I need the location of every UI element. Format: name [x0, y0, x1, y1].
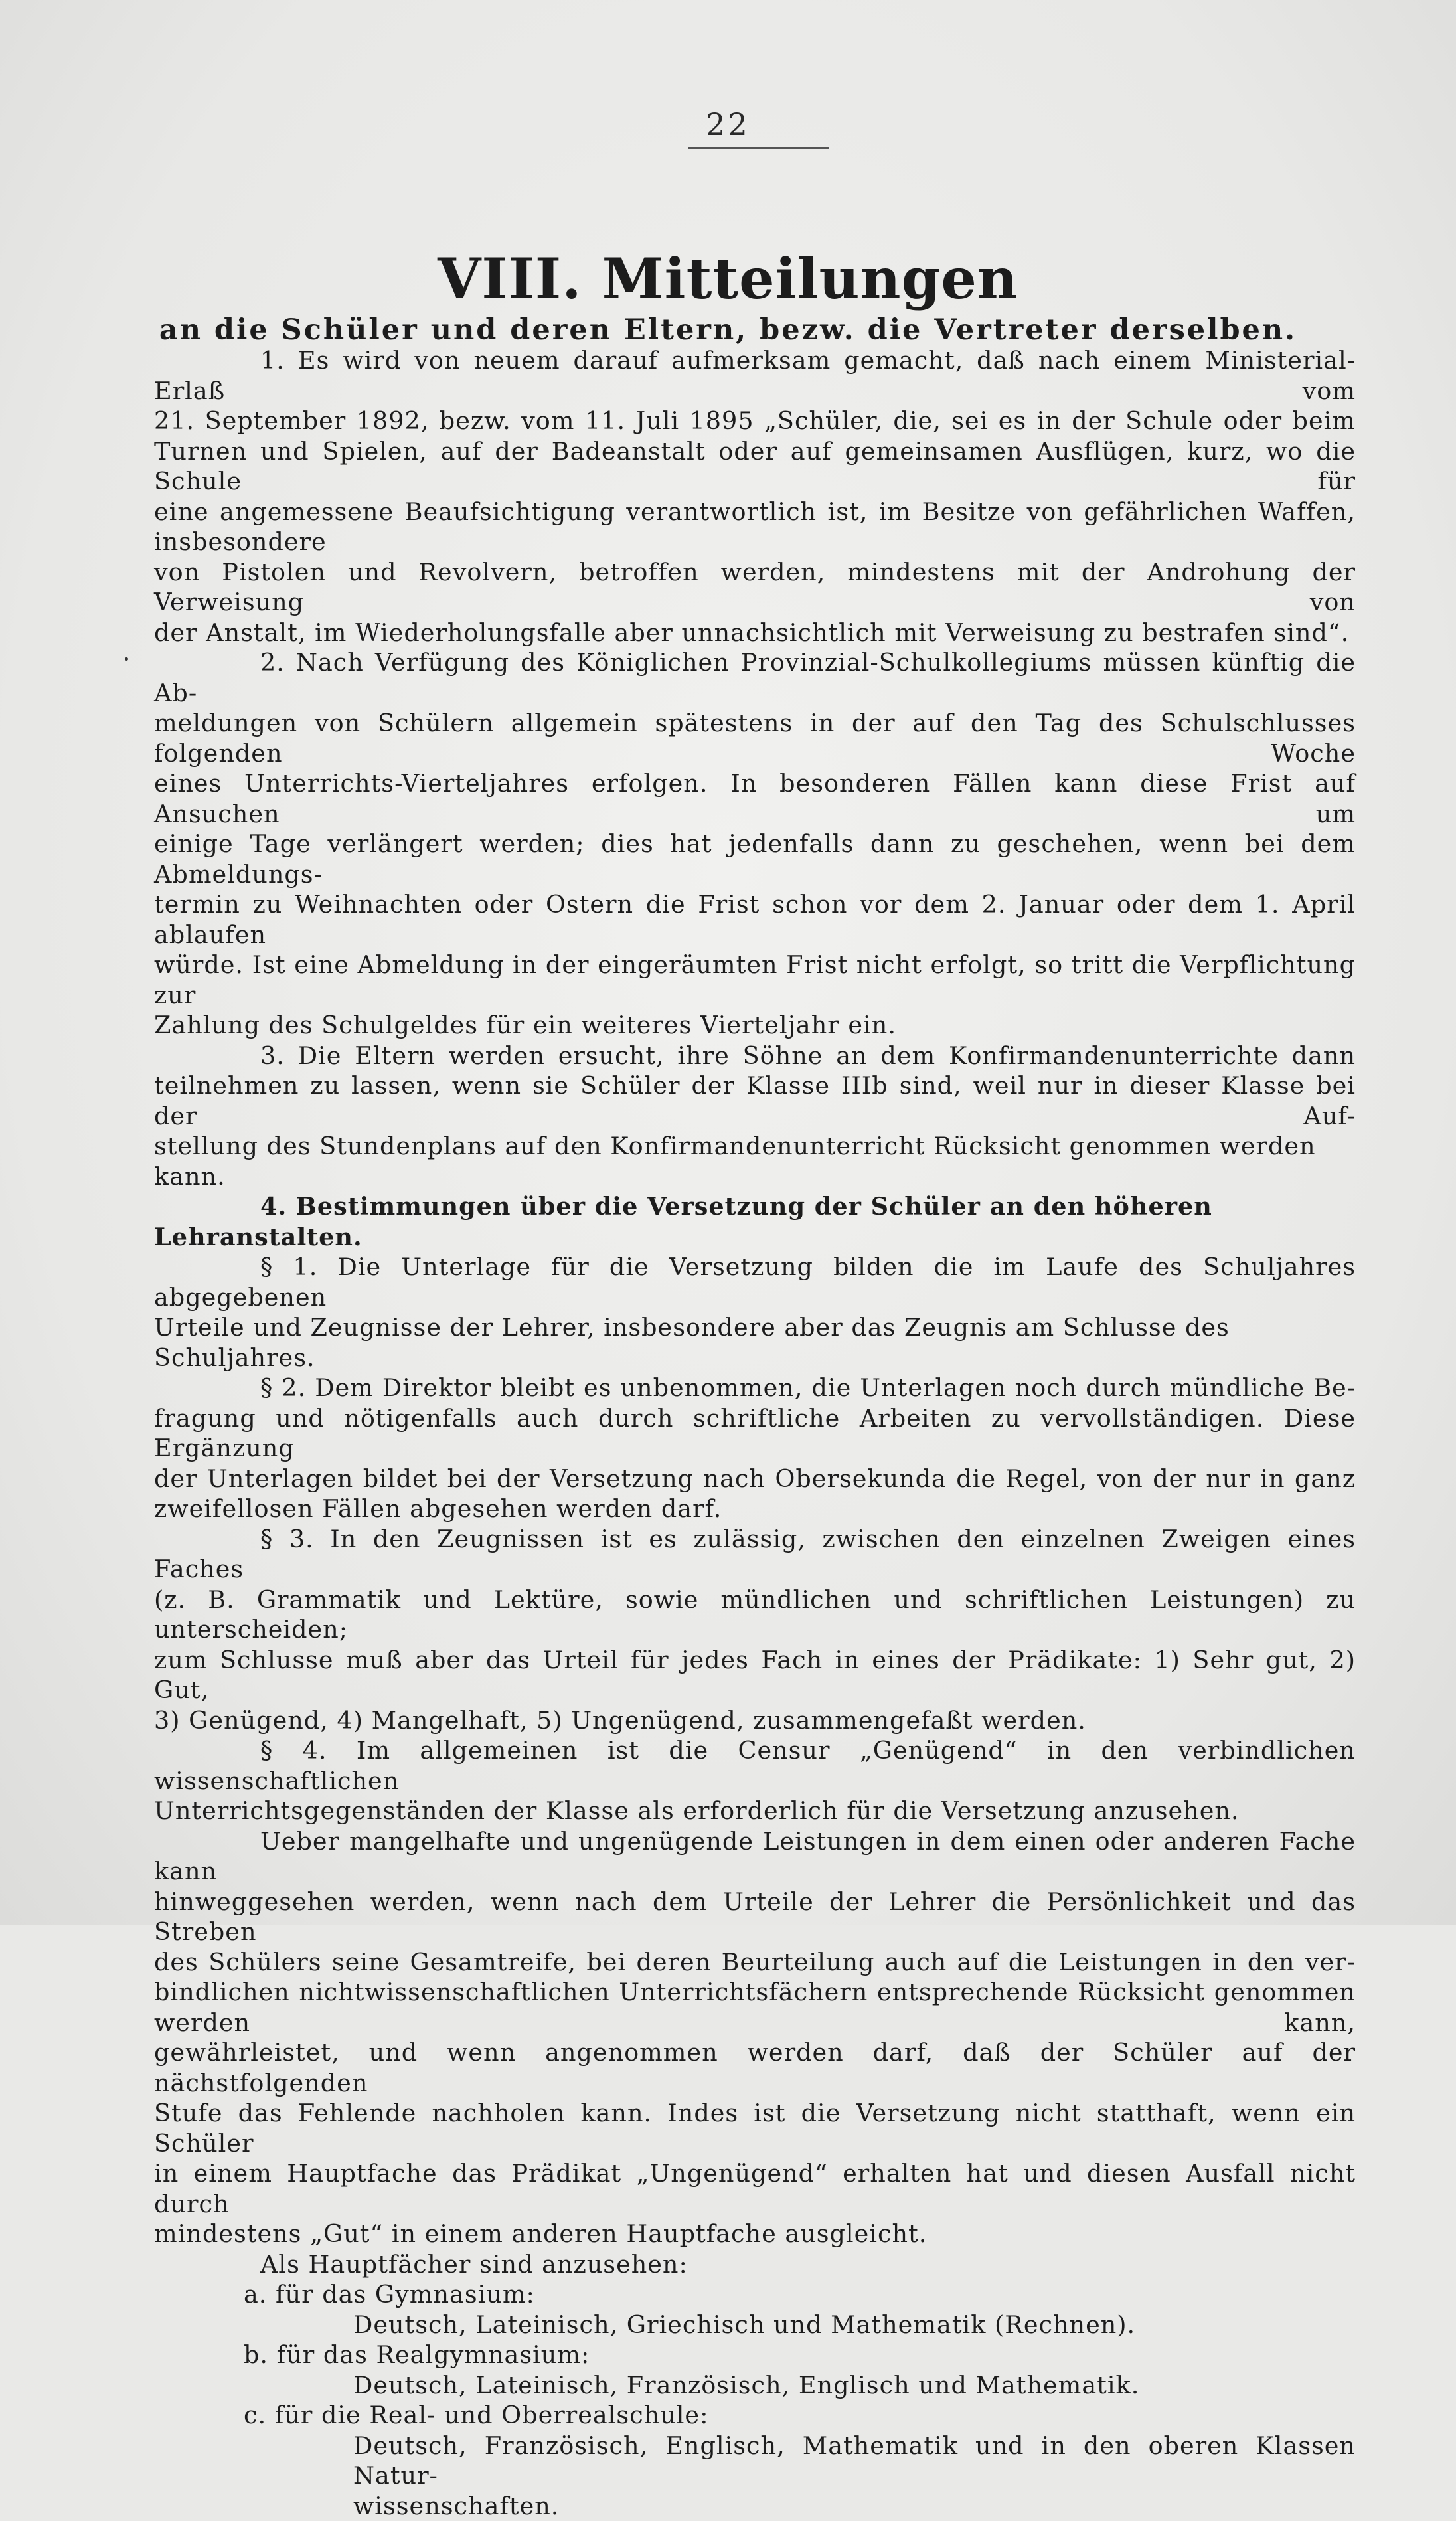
text-line: wissenschaften.: [353, 2491, 1356, 2521]
text-line: hinweggesehen werden, wenn nach dem Urteile der Lehrer die Persönlichkeit und das Streben: [154, 1887, 1356, 1947]
list-item-content: [154, 2310, 1356, 2340]
text-line: fragung und nötigenfalls auch durch schriftliche Arbeiten zu vervollständigen. Diese Ergänzung: [154, 1403, 1356, 1464]
list-item-content: [154, 2431, 1356, 2521]
text-line: mindestens „Gut“ in einem anderen Hauptfache ausgleicht.: [154, 2219, 1356, 2249]
margin-mark: [125, 657, 128, 661]
list-item-label: c. für die Real- und Oberrealschule:: [154, 2400, 1356, 2431]
text-line: Deutsch, Französisch, Englisch, Mathematik und in den oberen Klassen Natur-: [353, 2431, 1356, 2491]
text-line: 21. September 1892, bezw. vom 11. Juli 1895 „Schüler, die, sei es in der Schule oder beim: [154, 406, 1356, 436]
section-heading: VIII. Mitteilungen: [0, 246, 1456, 311]
text-line: Turnen und Spielen, auf der Badeanstalt oder auf gemeinsamen Ausflügen, kurz, wo die Schule für: [154, 436, 1356, 497]
subsection-title: 4. Bestimmungen über die Versetzung der Schüler an den höheren Lehranstalten.: [154, 1191, 1356, 1252]
text-line: teilnehmen zu lassen, wenn sie Schüler der Klasse IIIb sind, weil nur in dieser Klasse bei der Auf-: [154, 1071, 1356, 1131]
page-number: 22: [0, 106, 1456, 142]
text-line: der Anstalt, im Wiederholungsfalle aber unnachsichtlich mit Verweisung zu bestrafen sind“.: [154, 618, 1356, 648]
paragraph: [154, 1735, 1356, 1826]
text-line: Als Hauptfächer sind anzusehen:: [154, 2249, 1356, 2280]
paragraph: [154, 648, 1356, 1041]
text-line: der Unterlagen bildet bei der Versetzung nach Obersekunda die Regel, von der nur in ganz: [154, 1464, 1356, 1494]
text-line: § 1. Die Unterlage für die Versetzung bilden die im Laufe des Schuljahres abgegebenen: [154, 1252, 1356, 1312]
text-line: bindlichen nichtwissenschaftlichen Unterrichtsfächern entsprechende Rücksicht genommen werden kann,: [154, 1977, 1356, 2038]
text-line: zum Schlusse muß aber das Urteil für jedes Fach in eines der Prädikate: 1) Sehr gut, 2) Gut,: [154, 1645, 1356, 1705]
text-line: würde. Ist eine Abmeldung in der eingeräumten Frist nicht erfolgt, so tritt die Verpflichtung zur: [154, 950, 1356, 1010]
text-line: Zahlung des Schulgeldes für ein weiteres Vierteljahr ein.: [154, 1010, 1356, 1041]
text-line: einige Tage verlängert werden; dies hat jedenfalls dann zu geschehen, wenn bei dem Abmeldungs-: [154, 829, 1356, 889]
text-line: 3. Die Eltern werden ersucht, ihre Söhne an dem Konfirmandenunterrichte dann: [154, 1041, 1356, 1071]
text-line: Deutsch, Lateinisch, Französisch, Englisch und Mathematik.: [353, 2370, 1356, 2401]
text-line: eine angemessene Beaufsichtigung verantwortlich ist, im Besitze von gefährlichen Waffen, insbesondere: [154, 497, 1356, 557]
paragraph: [154, 345, 1356, 648]
text-line: eines Unterrichts-Vierteljahres erfolgen. In besonderen Fällen kann diese Frist auf Ansuchen um: [154, 768, 1356, 829]
paragraph: [154, 1041, 1356, 1192]
paragraph: [154, 1373, 1356, 1524]
paragraph: [154, 2249, 1356, 2280]
text-line: Deutsch, Lateinisch, Griechisch und Mathematik (Rechnen).: [353, 2310, 1356, 2340]
text-line: gewährleistet, und wenn angenommen werden darf, daß der Schüler auf der nächstfolgenden: [154, 2038, 1356, 2098]
page-number-rule: [688, 147, 829, 149]
text-line: Unterrichtsgegenständen der Klasse als erforderlich für die Versetzung anzusehen.: [154, 1796, 1356, 1826]
text-line: des Schülers seine Gesamtreife, bei deren Beurteilung auch auf die Leistungen in den ver-: [154, 1947, 1356, 1978]
text-line: Urteile und Zeugnisse der Lehrer, insbesondere aber das Zeugnis am Schlusse des Schuljahres.: [154, 1312, 1356, 1373]
body-text: [154, 345, 1356, 2521]
paragraph: [154, 1524, 1356, 1736]
text-line: Stufe das Fehlende nachholen kann. Indes ist die Versetzung nicht statthaft, wenn ein Schüler: [154, 2098, 1356, 2158]
list-item-content: [154, 2370, 1356, 2401]
paragraph: [154, 1252, 1356, 1373]
text-line: 2. Nach Verfügung des Königlichen Provinzial-Schulkollegiums müssen künftig die Ab-: [154, 648, 1356, 708]
text-line: stellung des Stundenplans auf den Konfirmandenunterricht Rücksicht genommen werden kann.: [154, 1131, 1356, 1191]
text-line: Ueber mangelhafte und ungenügende Leistungen in dem einen oder anderen Fache kann: [154, 1826, 1356, 1887]
text-line: in einem Hauptfache das Prädikat „Ungenügend“ erhalten hat und diesen Ausfall nicht durch: [154, 2158, 1356, 2219]
text-line: termin zu Weihnachten oder Ostern die Frist schon vor dem 2. Januar oder dem 1. April ablaufen: [154, 889, 1356, 950]
paragraph: [154, 1826, 1356, 2249]
text-line: zweifellosen Fällen abgesehen werden darf.: [154, 1494, 1356, 1524]
text-line: 1. Es wird von neuem darauf aufmerksam gemacht, daß nach einem Ministerial-Erlaß vom: [154, 345, 1356, 406]
text-line: § 3. In den Zeugnissen ist es zulässig, zwischen den einzelnen Zweigen eines Faches: [154, 1524, 1356, 1585]
section-subheading: an die Schüler und deren Eltern, bezw. die Vertreter derselben.: [0, 313, 1456, 347]
list-item-label: b. für das Realgymnasium:: [154, 2340, 1356, 2370]
text-line: § 2. Dem Direktor bleibt es unbenommen, die Unterlagen noch durch mündliche Be-: [154, 1373, 1356, 1403]
list-item-label: a. für das Gymnasium:: [154, 2279, 1356, 2310]
text-line: meldungen von Schülern allgemein spätestens in der auf den Tag des Schulschlusses folgenden Woche: [154, 708, 1356, 768]
text-line: von Pistolen und Revolvern, betroffen werden, mindestens mit der Androhung der Verweisung von: [154, 557, 1356, 618]
text-line: 3) Genügend, 4) Mangelhaft, 5) Ungenügend, zusammengefaßt werden.: [154, 1705, 1356, 1736]
text-line: § 4. Im allgemeinen ist die Censur „Genügend“ in den verbindlichen wissenschaftlichen: [154, 1735, 1356, 1796]
text-line: (z. B. Grammatik und Lektüre, sowie mündlichen und schriftlichen Leistungen) zu unterscheiden;: [154, 1585, 1356, 1645]
